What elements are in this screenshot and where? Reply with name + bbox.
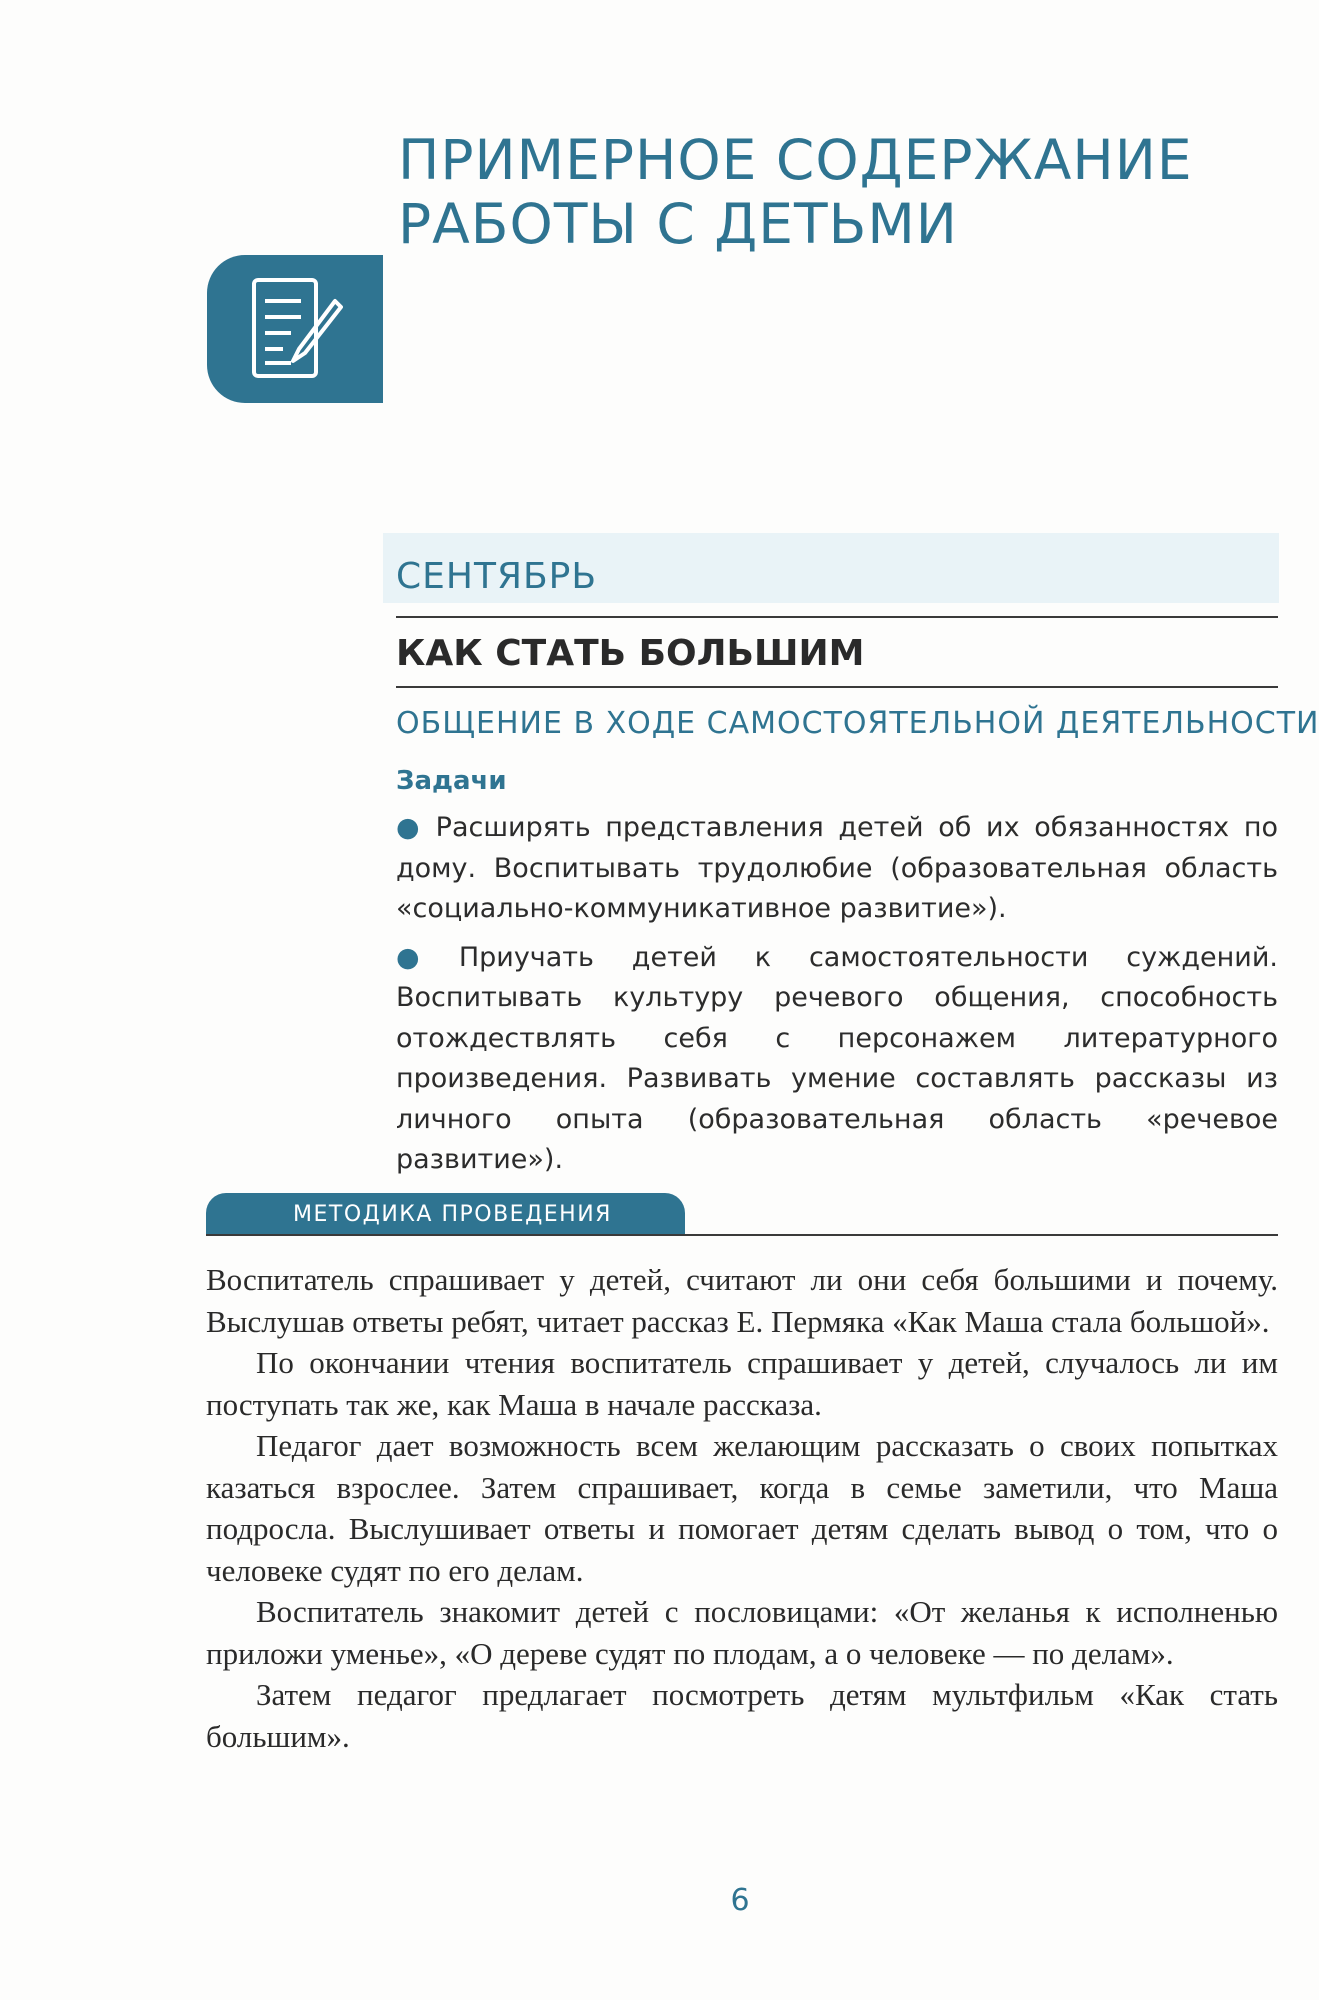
month-heading: СЕНТЯБРЬ [396, 556, 598, 597]
paragraph: По окончании чтения воспитатель спрашивает у детей, случалось ли им поступать так же, как Маша в начале рассказа. [206, 1345, 1278, 1422]
page-number: 6 [730, 1883, 750, 1918]
method-divider [206, 1234, 1278, 1236]
topic-heading: КАК СТАТЬ БОЛЬШИМ [396, 633, 865, 674]
tasks-list [396, 808, 1278, 1189]
section-title: ОБЩЕНИЕ В ХОДЕ САМОСТОЯТЕЛЬНОЙ ДЕЯТЕЛЬНОСТИ [396, 706, 1319, 741]
bullet-icon: ● [396, 941, 449, 973]
paragraph: Педагог дает возможность всем желающим рассказать о своих попытках казаться взрослее. Затем спрашивает, когда в семье заметили, что Маша подросла. Выслушивает ответы и помогает детям сделать вывод о том, что о человеке судят по его делам. [206, 1428, 1278, 1588]
tasks-heading: Задачи [396, 766, 507, 796]
chapter-icon-badge [207, 255, 383, 403]
bullet-icon: ● [396, 812, 426, 843]
list-item [396, 938, 1278, 1181]
list-item [396, 808, 1278, 930]
topic-divider [396, 686, 1278, 688]
document-edit-icon [251, 277, 343, 381]
method-body [206, 1259, 1278, 1757]
chapter-title: ПРИМЕРНОЕ СОДЕРЖАНИЕ РАБОТЫ С ДЕТЬМИ [398, 128, 1193, 256]
month-divider [396, 616, 1278, 618]
paragraph: Воспитатель спрашивает у детей, считают ли они себя большими и почему. Выслушав ответы ребят, читает рассказ Е. Пермяка «Как Маша стала большой». [206, 1262, 1278, 1339]
paragraph: Воспитатель знакомит детей с пословицами: «От желанья к исполненью приложи уменье», «О дереве судят по плодам, а о человеке — по делам». [206, 1594, 1278, 1671]
paragraph: Затем педагог предлагает посмотреть детям мультфильм «Как стать большим». [206, 1677, 1278, 1754]
method-label: МЕТОДИКА ПРОВЕДЕНИЯ [206, 1193, 685, 1236]
task-text: Расширять представления детей об их обязанностях по дому. Воспитывать трудолюбие (образовательная область «социально-коммуникативное развитие»). [396, 812, 1278, 924]
task-text: Приучать детей к самостоятельности суждений. Воспитывать культуру речевого общения, способность отождествлять себя с персонажем литературного произведения. Развивать умение составлять рассказы из личного опыта (образовательная область «речевое развитие»). [396, 941, 1278, 1175]
